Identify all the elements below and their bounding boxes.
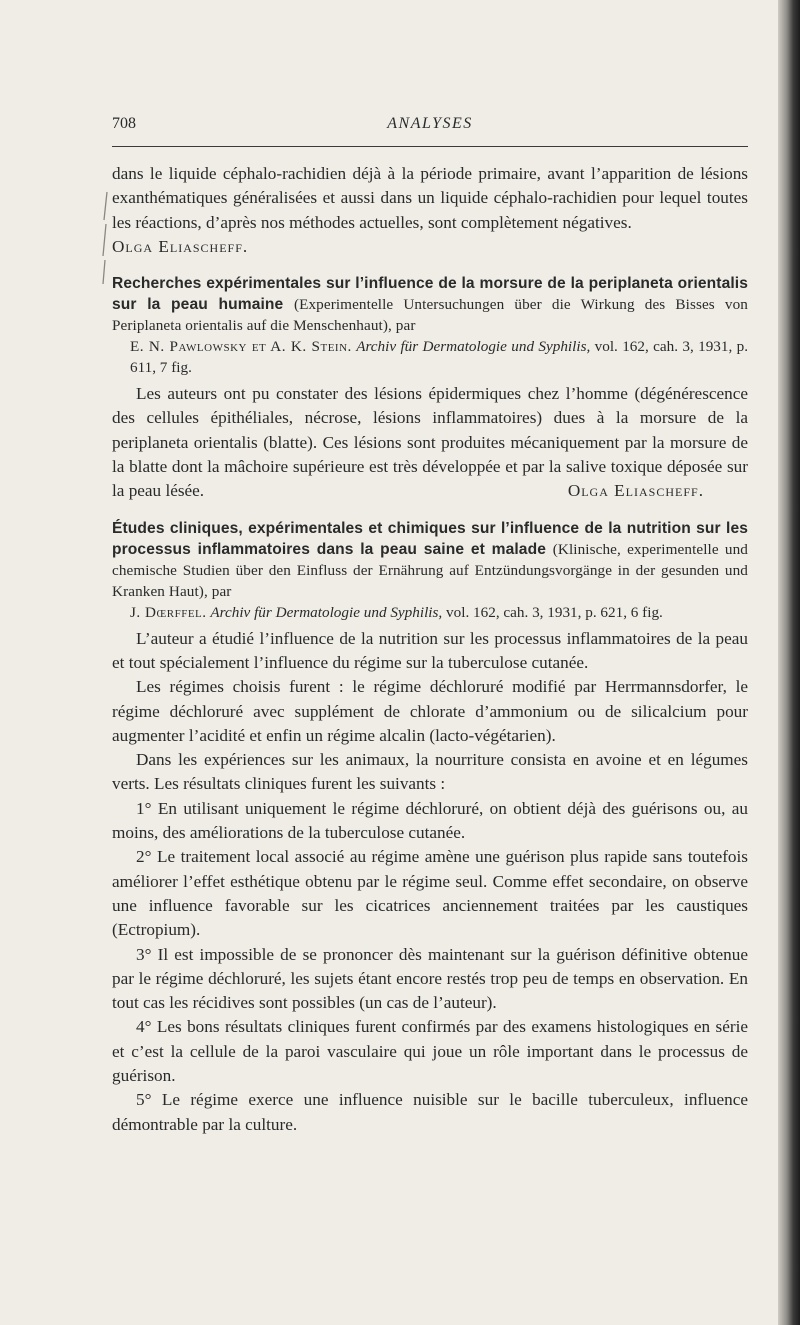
entry-2-authors: J. Dœrffel. — [130, 603, 207, 621]
pencil-mark — [100, 190, 110, 286]
page-body — [112, 162, 748, 1137]
entry-2-point-1: 1° En utilisant uniquement le régime déchloruré, on obtient déjà des guérisons ou, au moins, des améliorations de la tuberculose cutanée. — [112, 798, 748, 843]
entry-2-journal: Archiv für Dermatologie und Syphilis, — [210, 603, 443, 621]
entry-1-heading — [112, 273, 748, 336]
entry-1-citation-block — [112, 336, 748, 378]
entry-2-paragraph-2: Les régimes choisis furent : le régime déchloruré modifié par Herrmannsdorfer, le régime déchloruré avec supplément de chlorate d’ammonium ou de silicalcium pour augmenter l’acidité et enfin un régime alcalin (lacto-végétarien). — [112, 677, 748, 745]
entry-pawlowsky — [112, 273, 748, 503]
signature-1: Olga Eliascheff. — [112, 236, 249, 256]
book-edge-shadow — [778, 0, 800, 1325]
entry-1-authors: E. N. Pawlowsky et A. K. Stein. — [130, 338, 352, 356]
entry-1-abstract — [112, 382, 748, 503]
running-head: ANALYSES — [387, 115, 473, 132]
signature-2: Olga Eliascheff. — [567, 481, 704, 501]
entry-1-journal: Archiv für Dermatologie und Syphilis, — [356, 338, 591, 356]
entry-2-point-3: 3° Il est impossible de se prononcer dès maintenant sur la guérison définitive obtenue par le régime déchloruré, les sujets étant encore restés trop peu de temps en observation. En tout cas les récidives sont possibles (un cas de l’auteur). — [112, 944, 748, 1013]
entry-2-paragraph-3: Dans les expériences sur les animaux, la nourriture consista en avoine et en légumes verts. Les résultats cliniques furent les suivants : — [112, 750, 748, 794]
entry-2-citation: vol. 162, cah. 3, 1931, p. 621, 6 fig. — [446, 603, 663, 621]
continuation-paragraph: dans le liquide céphalo-rachidien déjà à la période primaire, avant l’apparition de lésions exanthématiques généralisées et aussi dans un liquide céphalo-rachidien pour lequel toutes les réactions, d’après nos méthodes actuelles, sont complètement négatives. — [112, 164, 748, 232]
entry-1-abstract-text: Les auteurs ont pu constater des lésions épidermiques chez l’homme (dégénérescence des cellules épithéliales, nécrose, lésions inflammatoires) dues à la morsure de la periplaneta orientalis (blatte). Ces lésions sont produites mécaniquement par la morsure de la blatte dont la mâchoire supérieure est très développée et par la salive toxique déposée sur la peau lésée. — [112, 384, 748, 501]
entry-1-title: Recherches expérimentales sur l’influence de la morsure de la periplaneta orientalis sur la peau humaine — [112, 275, 748, 314]
page-header — [112, 112, 748, 147]
entry-2-translation: (Klinische, experimentelle und chemische Studien über den Einfluss der Ernährung auf Entzündungsvorgänge in der gesunden und Kranken Haut), par — [112, 540, 748, 600]
entry-1-translation: (Experimentelle Untersuchungen über die Wirkung des Bisses von Periplaneta orientalis auf die Menschenhaut), par — [112, 296, 748, 335]
page-number: 708 — [112, 115, 136, 132]
entry-2-point-2: 2° Le traitement local associé au régime amène une guérison plus rapide sans toutefois améliorer l’effet esthétique obtenu par le régime seul. Comme effet secondaire, on observe une influence favorable sur les cicatrices anciennement traitées par les caustiques (Ectropium). — [112, 847, 748, 940]
entry-2-paragraph-1: L’auteur a étudié l’influence de la nutrition sur les processus inflammatoires de la peau et tout spécialement l’influence du régime sur la tuberculose cutanée. — [112, 628, 748, 672]
entry-2-heading — [112, 518, 748, 602]
entry-doerffel — [112, 518, 748, 1137]
entry-2-point-4: 4° Les bons résultats cliniques furent confirmés par des examens histologiques en série et c’est la cellule de la paroi vasculaire qui joue un rôle important dans le processus de guérison. — [112, 1017, 748, 1086]
entry-1-citation: vol. 162, cah. 3, 1931, p. 611, 7 fig. — [130, 338, 749, 377]
entry-2-citation-block — [112, 602, 748, 623]
entry-2-title: Études cliniques, expérimentales et chimiques sur l’influence de la nutrition sur les processus inflammatoires dans la peau saine et malade — [112, 519, 748, 558]
entry-2-point-5: 5° Le régime exerce une influence nuisible sur le bacille tuberculeux, influence démontrable par la culture. — [112, 1090, 748, 1134]
